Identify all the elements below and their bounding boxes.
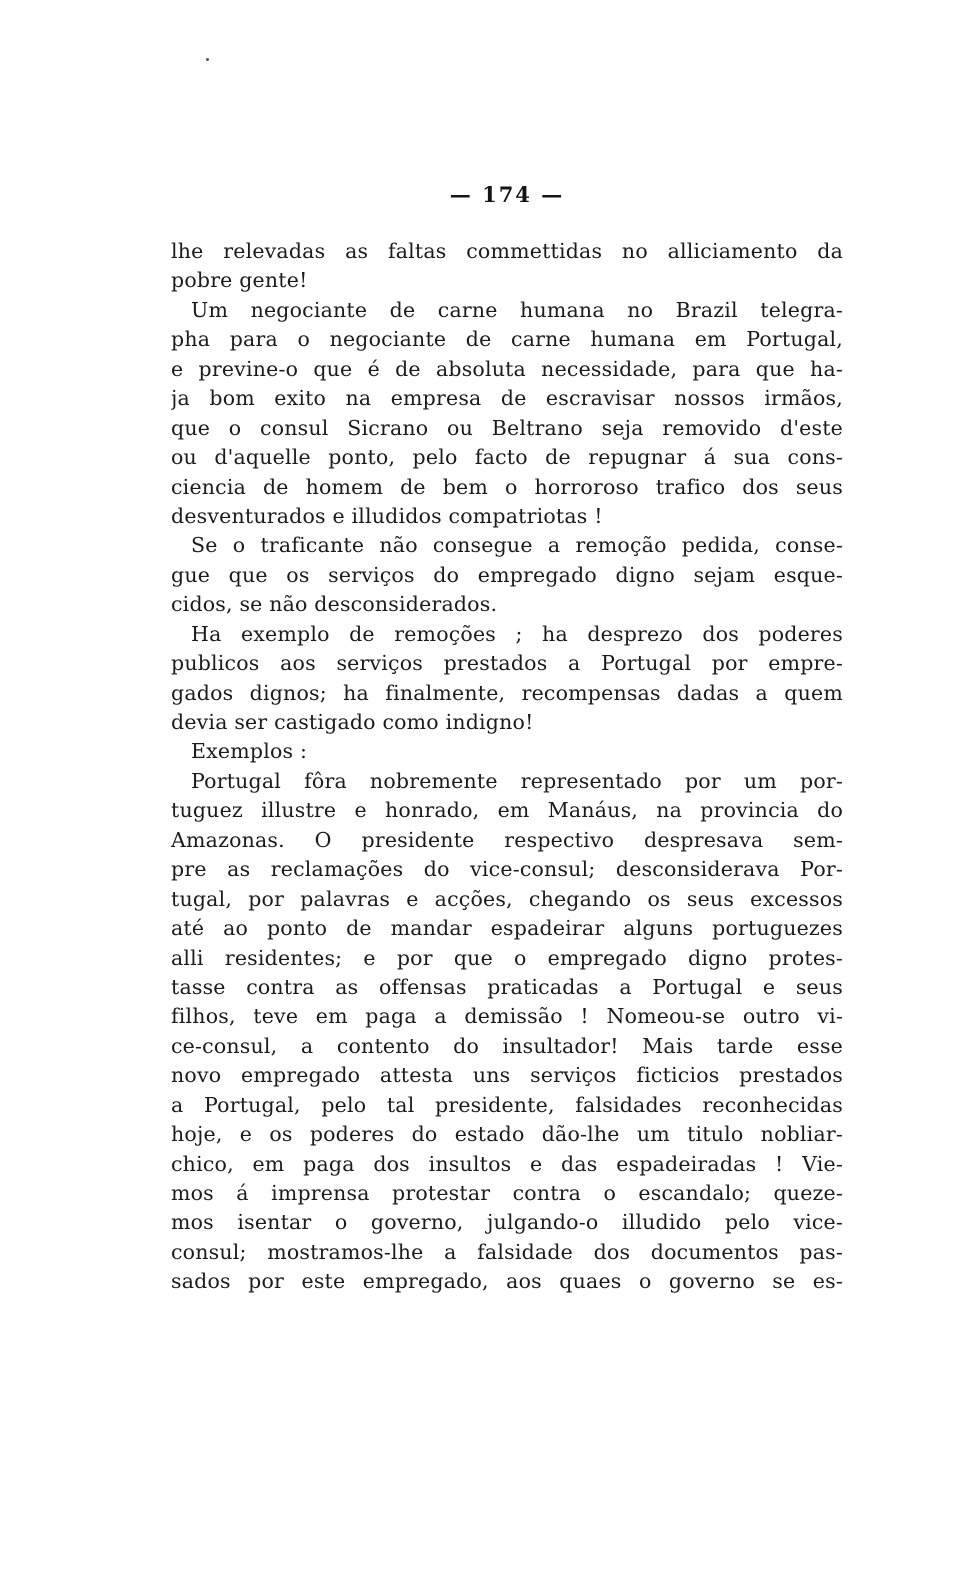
- text-line: cidos, se não desconsiderados.: [171, 592, 498, 617]
- text-line: chico, em paga dos insultos e das espadeiradas ! Vie-: [171, 1151, 843, 1176]
- text-line: até ao ponto de mandar espadeirar alguns portuguezes: [171, 916, 843, 941]
- text-line: mos á imprensa protestar contra o escandalo; queze-: [171, 1181, 843, 1205]
- text-line: a Portugal, pelo tal presidente, falsidades reconhecidas: [171, 1092, 843, 1117]
- text-line: Um negociante de carne humana no Brazil telegra-: [191, 297, 843, 322]
- text-line: mos isentar o governo, julgando-o illudido pelo vice-: [171, 1210, 843, 1235]
- text-line: tasse contra as offensas praticadas a Portugal e seus: [171, 974, 843, 999]
- text-line: Se o traficante não consegue a remoção pedida, conse-: [191, 533, 843, 558]
- text-line: pre as reclamações do vice-consul; desconsiderava Por-: [171, 857, 843, 882]
- text-line: Ha exemplo de remoções ; ha desprezo dos poderes: [191, 621, 843, 646]
- text-line: consul; mostramos-lhe a falsidade dos documentos pas-: [171, 1239, 843, 1264]
- text-line: Portugal fôra nobremente representado por um por-: [191, 768, 843, 793]
- page-body: [171, 237, 843, 1297]
- text-line: Amazonas. O presidente respectivo despresava sem-: [171, 827, 843, 852]
- text-line: publicos aos serviços prestados a Portugal por empre-: [171, 651, 843, 676]
- text-line: novo empregado attesta uns serviços ficticios prestados: [171, 1063, 843, 1088]
- text-line: ce-consul, a contento do insultador! Mais tarde esse: [171, 1033, 843, 1058]
- text-line: gue que os serviços do empregado digno sejam esque-: [171, 562, 843, 587]
- text-line: tugal, por palavras e acções, chegando os seus excessos: [171, 886, 843, 911]
- text-line: filhos, teve em paga a demissão ! Nomeou-se outro vi-: [171, 1004, 843, 1029]
- page-number-header: — 174 —: [449, 182, 565, 207]
- text-line: sados por este empregado, aos quaes o governo se es-: [171, 1269, 843, 1294]
- text-line: lhe relevadas as faltas commettidas no alliciamento da: [171, 239, 843, 263]
- text-line: pobre gente!: [171, 268, 308, 293]
- text-line: Exemplos :: [191, 739, 308, 764]
- text-line: desventurados e illudidos compatriotas !: [171, 503, 603, 528]
- text-line: ja bom exito na empresa de escravisar nossos irmãos,: [171, 386, 843, 411]
- text-line: ou d'aquelle ponto, pelo facto de repugnar á sua cons-: [171, 445, 843, 470]
- text-line: que o consul Sicrano ou Beltrano seja removido d'este: [171, 415, 843, 440]
- text-line: e previne-o que é de absoluta necessidade, para que ha-: [171, 356, 843, 381]
- text-line: alli residentes; e por que o empregado digno protes-: [171, 945, 843, 970]
- scan-artifact-dot: [206, 58, 209, 61]
- text-line: hoje, e os poderes do estado dão-lhe um titulo nobliar-: [171, 1122, 843, 1147]
- text-line: gados dignos; ha finalmente, recompensas dadas a quem: [171, 680, 843, 705]
- text-line: devia ser castigado como indigno!: [171, 710, 534, 734]
- text-line: tuguez illustre e honrado, em Manáus, na provincia do: [171, 798, 843, 823]
- text-line: pha para o negociante de carne humana em Portugal,: [171, 327, 843, 352]
- text-line: ciencia de homem de bem o horroroso trafico dos seus: [171, 474, 843, 499]
